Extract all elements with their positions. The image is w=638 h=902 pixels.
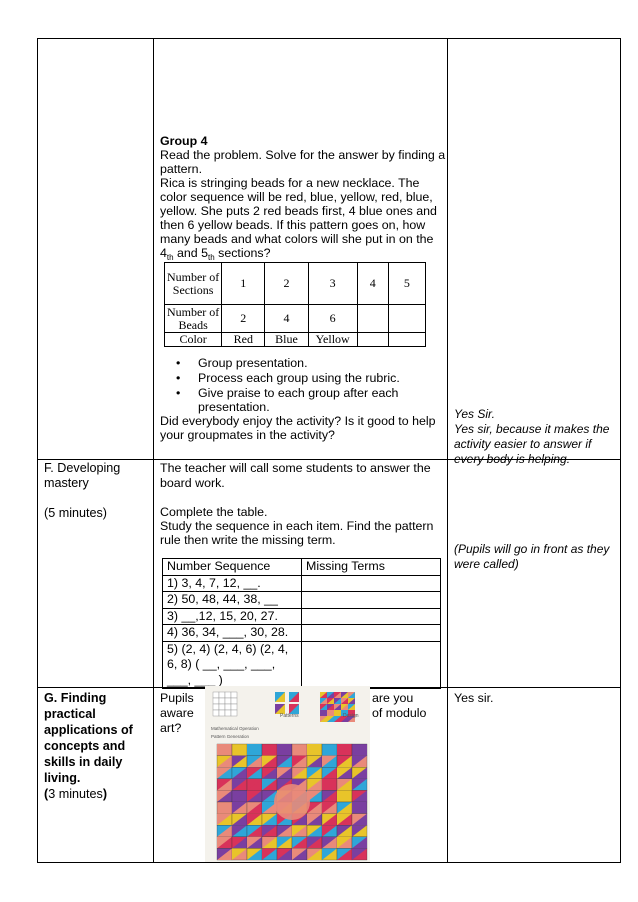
beads-cell	[388, 333, 425, 347]
missing-cell[interactable]	[302, 592, 441, 609]
enjoy-question-2: your groupmates in the activity?	[160, 428, 335, 442]
section-g-title-3: applications of	[44, 723, 133, 737]
table-bottom-border	[37, 862, 621, 863]
beads-cell: 5	[388, 263, 425, 305]
seq-row-5-line-3: ___, ___ )	[167, 672, 223, 687]
section-f-title: F. Developing	[44, 461, 121, 475]
missing-cell[interactable]	[302, 625, 441, 642]
question-left-3: art?	[160, 721, 182, 735]
seq-row-4: 4) 36, 34, ___, 30, 28.	[163, 625, 302, 642]
question-left-1: Pupils	[160, 691, 194, 705]
beads-header-number: Number of Beads	[165, 305, 222, 333]
group-heading: Group 4	[160, 134, 208, 148]
enjoy-question-1: Did everybody enjoy the activity? Is it good to help	[160, 414, 436, 428]
problem-line-4: then 6 yellow beads. If this pattern goes on, how	[160, 218, 426, 232]
time-value: 3 minutes	[48, 787, 103, 801]
section-g-answer: Yes sir.	[454, 691, 494, 705]
grid-cell	[213, 704, 219, 710]
seq-row-2: 2) 50, 48, 44, 38, __	[163, 592, 302, 609]
problem-line-3: yellow. She puts 2 red beads first, 4 blue ones and	[160, 204, 437, 218]
bullet-item-3: Give praise to each group after each	[198, 386, 399, 400]
superscript-th-2: th	[208, 253, 215, 262]
seq-row-5	[163, 641, 302, 689]
art-center-circle	[274, 784, 310, 820]
teacher-instruction-1: The teacher will call some students to answer the	[160, 461, 431, 475]
seq-row-3: 3) __,12, 15, 20, 27.	[163, 608, 302, 625]
grid-cell	[213, 692, 219, 698]
question-right-2: of modulo	[372, 706, 427, 720]
grid-cell	[231, 692, 237, 698]
beads-cell	[357, 333, 388, 347]
answer-reason-1: Yes sir, because it makes the	[454, 422, 610, 436]
paren-close: )	[102, 787, 108, 801]
pupils-answer-2: were called)	[454, 557, 519, 571]
grid-cell	[225, 698, 231, 704]
beads-cell: 2	[265, 263, 308, 305]
bullet-dot: •	[176, 371, 181, 385]
grid-cell	[231, 704, 237, 710]
art-label-pattern-gen: Pattern Generation	[211, 734, 250, 739]
pupils-answer-1: (Pupils will go in front as they	[454, 542, 610, 556]
grid-cell	[231, 698, 237, 704]
instruction-line-1: Read the problem. Solve for the answer by finding a	[160, 148, 446, 162]
problem-line-6-a: 4	[160, 246, 167, 260]
complete-table-text: Complete the table.	[160, 505, 268, 519]
seq-row-5-line-2: 6, 8) ( __, ___, ___,	[167, 657, 276, 671]
grid-cell	[231, 710, 237, 716]
study-text-2: rule then write the missing term.	[160, 533, 336, 547]
beads-cell: 1	[222, 263, 265, 305]
bullet-item-3-cont: presentation.	[198, 400, 270, 414]
grid-cell	[219, 698, 225, 704]
beads-cell: 6	[308, 305, 357, 333]
grid-cell	[219, 692, 225, 698]
beads-cell: 4	[357, 263, 388, 305]
beads-cell: Red	[222, 333, 265, 347]
grid-cell	[219, 704, 225, 710]
seq-row-1: 1) 3, 4, 7, 12, __.	[163, 575, 302, 592]
beads-cell	[357, 305, 388, 333]
sequence-table	[162, 558, 441, 689]
answer-reason-3: every body is helping.	[454, 452, 571, 466]
seq-header: Number Sequence	[163, 559, 302, 576]
beads-cell: 2	[222, 305, 265, 333]
missing-cell[interactable]	[302, 575, 441, 592]
beads-cell	[388, 305, 425, 333]
grid-cell	[225, 710, 231, 716]
section-f-title-2: mastery	[44, 476, 89, 490]
problem-line-6-c: sections?	[214, 246, 271, 260]
problem-line-2: color sequence will be red, blue, yellow, red, blue,	[160, 190, 433, 204]
problem-line-6	[160, 246, 271, 262]
superscript-th-1: th	[166, 253, 174, 262]
section-g-title-1: G. Finding	[44, 691, 107, 705]
art-label-design: Design	[343, 713, 359, 719]
bullet-item-2: Process each group using the rubric.	[198, 371, 400, 385]
section-g-title-4: concepts and	[44, 739, 126, 753]
table-right-border	[620, 38, 621, 863]
grid-cell	[219, 710, 225, 716]
problem-line-6-b: and 5	[173, 246, 209, 260]
grid-cell	[213, 698, 219, 704]
beads-cell: Yellow	[308, 333, 357, 347]
beads-header-color: Color	[165, 333, 222, 347]
problem-line-1: Rica is stringing beads for a new necklace. The	[160, 176, 420, 190]
instruction-line-2: pattern.	[160, 162, 203, 176]
missing-cell[interactable]	[302, 608, 441, 625]
bullet-dot: •	[176, 356, 181, 370]
missing-cell[interactable]	[302, 641, 441, 689]
beads-table	[164, 262, 426, 347]
grid-cell	[225, 704, 231, 710]
section-g-title-6: living.	[44, 771, 81, 785]
col-divider-1	[153, 38, 154, 863]
bullet-item-1: Group presentation.	[198, 356, 308, 370]
grid-cell	[225, 692, 231, 698]
art-label-math: Mathematical Operation	[211, 726, 259, 731]
table-left-border	[37, 38, 38, 863]
beads-cell: Blue	[265, 333, 308, 347]
modulo-art-image	[205, 686, 370, 862]
table-top-border	[37, 38, 621, 39]
question-right-1: are you	[372, 691, 414, 705]
problem-line-5: many beads and what colors will she put in on the	[160, 232, 434, 246]
question-left-2: aware	[160, 706, 194, 720]
section-g-time	[44, 787, 107, 802]
section-f-time: (5 minutes)	[44, 506, 107, 520]
art-label-patterns: Patterns	[280, 713, 299, 719]
section-g-title-2: practical	[44, 707, 96, 721]
paren-open: (	[44, 787, 49, 801]
grid-cell	[213, 710, 219, 716]
section-g-title-5: skills in daily	[44, 755, 123, 769]
beads-header-sections: Number of Sections	[165, 263, 222, 305]
seq-row-5-line-1: 5) (2, 4) (2, 4, 6) (2, 4,	[167, 641, 289, 656]
beads-cell: 3	[308, 263, 357, 305]
beads-cell: 4	[265, 305, 308, 333]
teacher-instruction-2: board work.	[160, 476, 225, 490]
study-text-1: Study the sequence in each item. Find the pattern	[160, 519, 434, 533]
answer-yes-sir: Yes Sir.	[454, 407, 495, 421]
bullet-dot: •	[176, 386, 181, 400]
col-divider-2	[447, 38, 448, 863]
answer-reason-2: activity easier to answer if	[454, 437, 592, 451]
missing-header: Missing Terms	[302, 559, 441, 576]
